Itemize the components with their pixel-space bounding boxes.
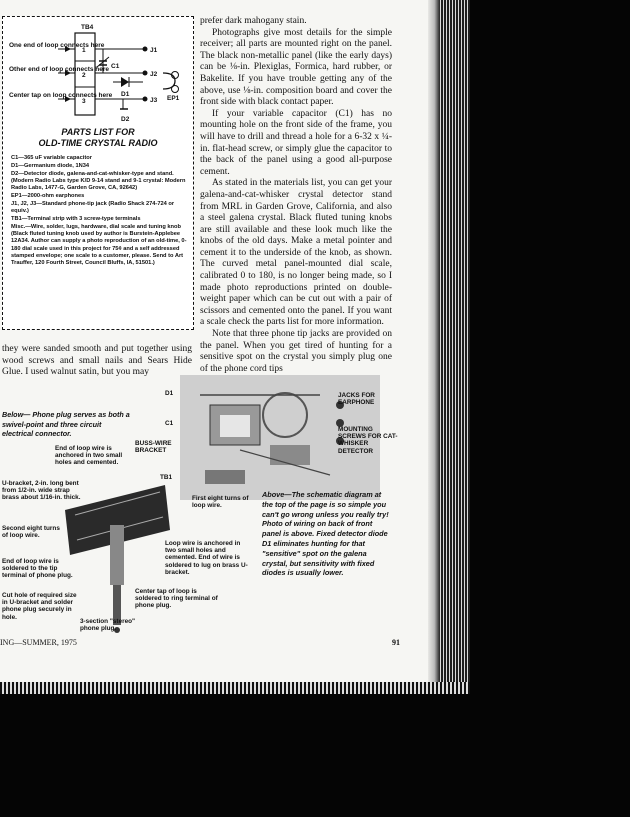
note-one-end: One end of loop connects here: [9, 42, 105, 49]
photo-label-buss: BUSS-WIRE BRACKET: [135, 440, 172, 455]
tb-label: TB4: [81, 24, 94, 31]
caption-cut-hole: Cut hole of required size in U-bracket and solder phone plug securely in hole.: [2, 592, 77, 621]
terminal-1: 1: [82, 47, 86, 54]
parts-list-title-1: PARTS LIST FOR: [61, 127, 135, 137]
parts-list: [11, 155, 187, 268]
page-number: 91: [392, 638, 400, 647]
parts-list-title-2: OLD-TIME CRYSTAL RADIO: [38, 138, 158, 148]
page-edge-bottom: [0, 682, 470, 694]
parts-item: TB1—Terminal strip with 3 screw-type terminals: [11, 215, 141, 222]
caption-center-tap: Center tap of loop is soldered to ring terminal of phone plug.: [135, 588, 218, 610]
terminal-2: 2: [82, 72, 86, 79]
c1-label: C1: [111, 63, 120, 70]
footer-issue: ING—SUMMER, 1975: [0, 638, 77, 647]
parts-item: C1—365 uF variable capacitor: [11, 155, 92, 161]
photo-label-tb1: TB1: [160, 474, 173, 481]
terminal-3: 3: [82, 98, 86, 105]
paragraph: Note that three phone tip jacks are provided on the panel. When you get tired of hunting for a sensitive spot on the crystal you simply plug one of the phone cord tips: [200, 329, 392, 374]
j1-label: J1: [150, 47, 158, 54]
d2-label: D2: [121, 116, 130, 123]
caption-second-turns: Second eight turns of loop wire.: [2, 525, 60, 540]
caption-u-bracket: U-bracket, 2-in. long bent from 1/2-in. wide strap brass about 1/16-in. thick.: [2, 480, 81, 502]
caption-loop-anchored: Loop wire is anchored in two small holes and cemented. End of wire is soldered to lug on brass U-bracket.: [165, 540, 248, 576]
j2-label: J2: [150, 71, 158, 78]
caption-stereo: 3-section "stereo" phone plug.: [80, 618, 136, 633]
paragraph: As stated in the materials list, you can get your galena-and-cat-whisker crystal detector stand from MRL in Garden Grove, California, and also a steel galena crystal. Black fluted tuning knobs are still available and these look much like the knobs of the old days. Make a metal pointer and cement it to the underside of the knob, as shown. The curved metal panel-mounted dial scale, calibrated 0 to 180, is no longer being made, so I made photo reproductions printed on double-weight paper which can be cut out with a pair of scissors and cemented onto the panel. If you want a scale check the parts list for more information.: [200, 178, 392, 328]
caption-first-turns: First eight turns of loop wire.: [192, 495, 249, 510]
caption-end-tip: End of loop wire is soldered to the tip terminal of phone plug.: [2, 558, 73, 580]
note-center: Center tap on loop connects here: [9, 92, 113, 99]
caption-above: Above—The schematic diagram at the top of the page is so simple you can't go wrong unless you really try! Photo of wiring on back of front panel is above. Fixed detector diode D1 eliminates hunting for that "sensitive" spot on the galena crystal, but sensitivity with fixed diodes is usually lower.: [262, 490, 389, 578]
parts-item: D1—Germanium diode, 1N34: [11, 162, 90, 169]
schematic-and-parts-box: [2, 16, 194, 330]
paragraph: Photographs give most details for the simple receiver; all parts are mounted right on the panel. The black non-metallic panel (like the early days) can be ⅛-in. Plexiglas, Formica, hard rubber, or Bakelite. If you have trouble getting any of the above, use ⅛-in. composition board and cover the front side with black contact paper.: [200, 27, 392, 108]
ep1-label: EP1: [167, 95, 180, 102]
d1-label: D1: [121, 91, 130, 98]
parts-item: EP1—2000-ohm earphones: [11, 192, 85, 199]
parts-item: J1, J2, J3—Standard phone-tip jack (Radio Shack 274-724 or equiv.): [11, 200, 175, 215]
page-edges: [440, 0, 470, 690]
left-column-text: they were sanded smooth and put together using wood screws and small nails and Sears Hide Glue. I used walnut satin, but you may: [2, 344, 192, 378]
photo-label-d1: D1: [165, 390, 174, 397]
paragraph: prefer dark mahogany stain.: [200, 16, 307, 26]
photo-label-mounting: MOUNTING SCREWS FOR CAT-WHISKER DETECTOR: [338, 426, 398, 455]
parts-item: D2—Detector diode, galena-and-cat-whisker-type and stand. (Modern Radio Labs type K/D 9-14 stand and 9-1 crystal: Modern Radio Labs, 1477-G, Garden Grove, CA, 92642): [11, 170, 186, 192]
photo-label-c1: C1: [165, 420, 174, 427]
parts-item: Misc.—Wire, solder, lugs, hardware, dial scale and tuning knob (Black fluted tuning knob used by author is Burstein-Applebee 12A34. Author can supply a photo reproduction of an old-time, 0-180 dial scale used in this project for 75¢ and a self addressed stamped envelope; one scale to a customer, please. Send to Art Trauffer, 120 Fourth Street, Council Bluffs, IA, 51501.): [11, 223, 187, 267]
note-other-end: Other end of loop connects here: [9, 66, 110, 73]
schematic-diagram: [3, 17, 193, 125]
right-column-text: [200, 16, 392, 375]
photo-label-jacks: JACKS FOR EARPHONE: [338, 392, 375, 407]
caption-end-loop: End of loop wire is anchored in two small holes and cemented.: [55, 445, 123, 467]
paragraph: If your variable capacitor (C1) has no mounting hole on the front side of the frame, you will have to drill and thread a hole for a 6-32 x ¼-in. flat-head screw, or simply glue the capacitor to the back of the panel using a good all-purpose cement.: [200, 108, 392, 177]
j3-label: J3: [150, 97, 158, 104]
caption-below: Below— Phone plug serves as both a swivel-point and three circuit electrical connector.: [2, 410, 130, 439]
